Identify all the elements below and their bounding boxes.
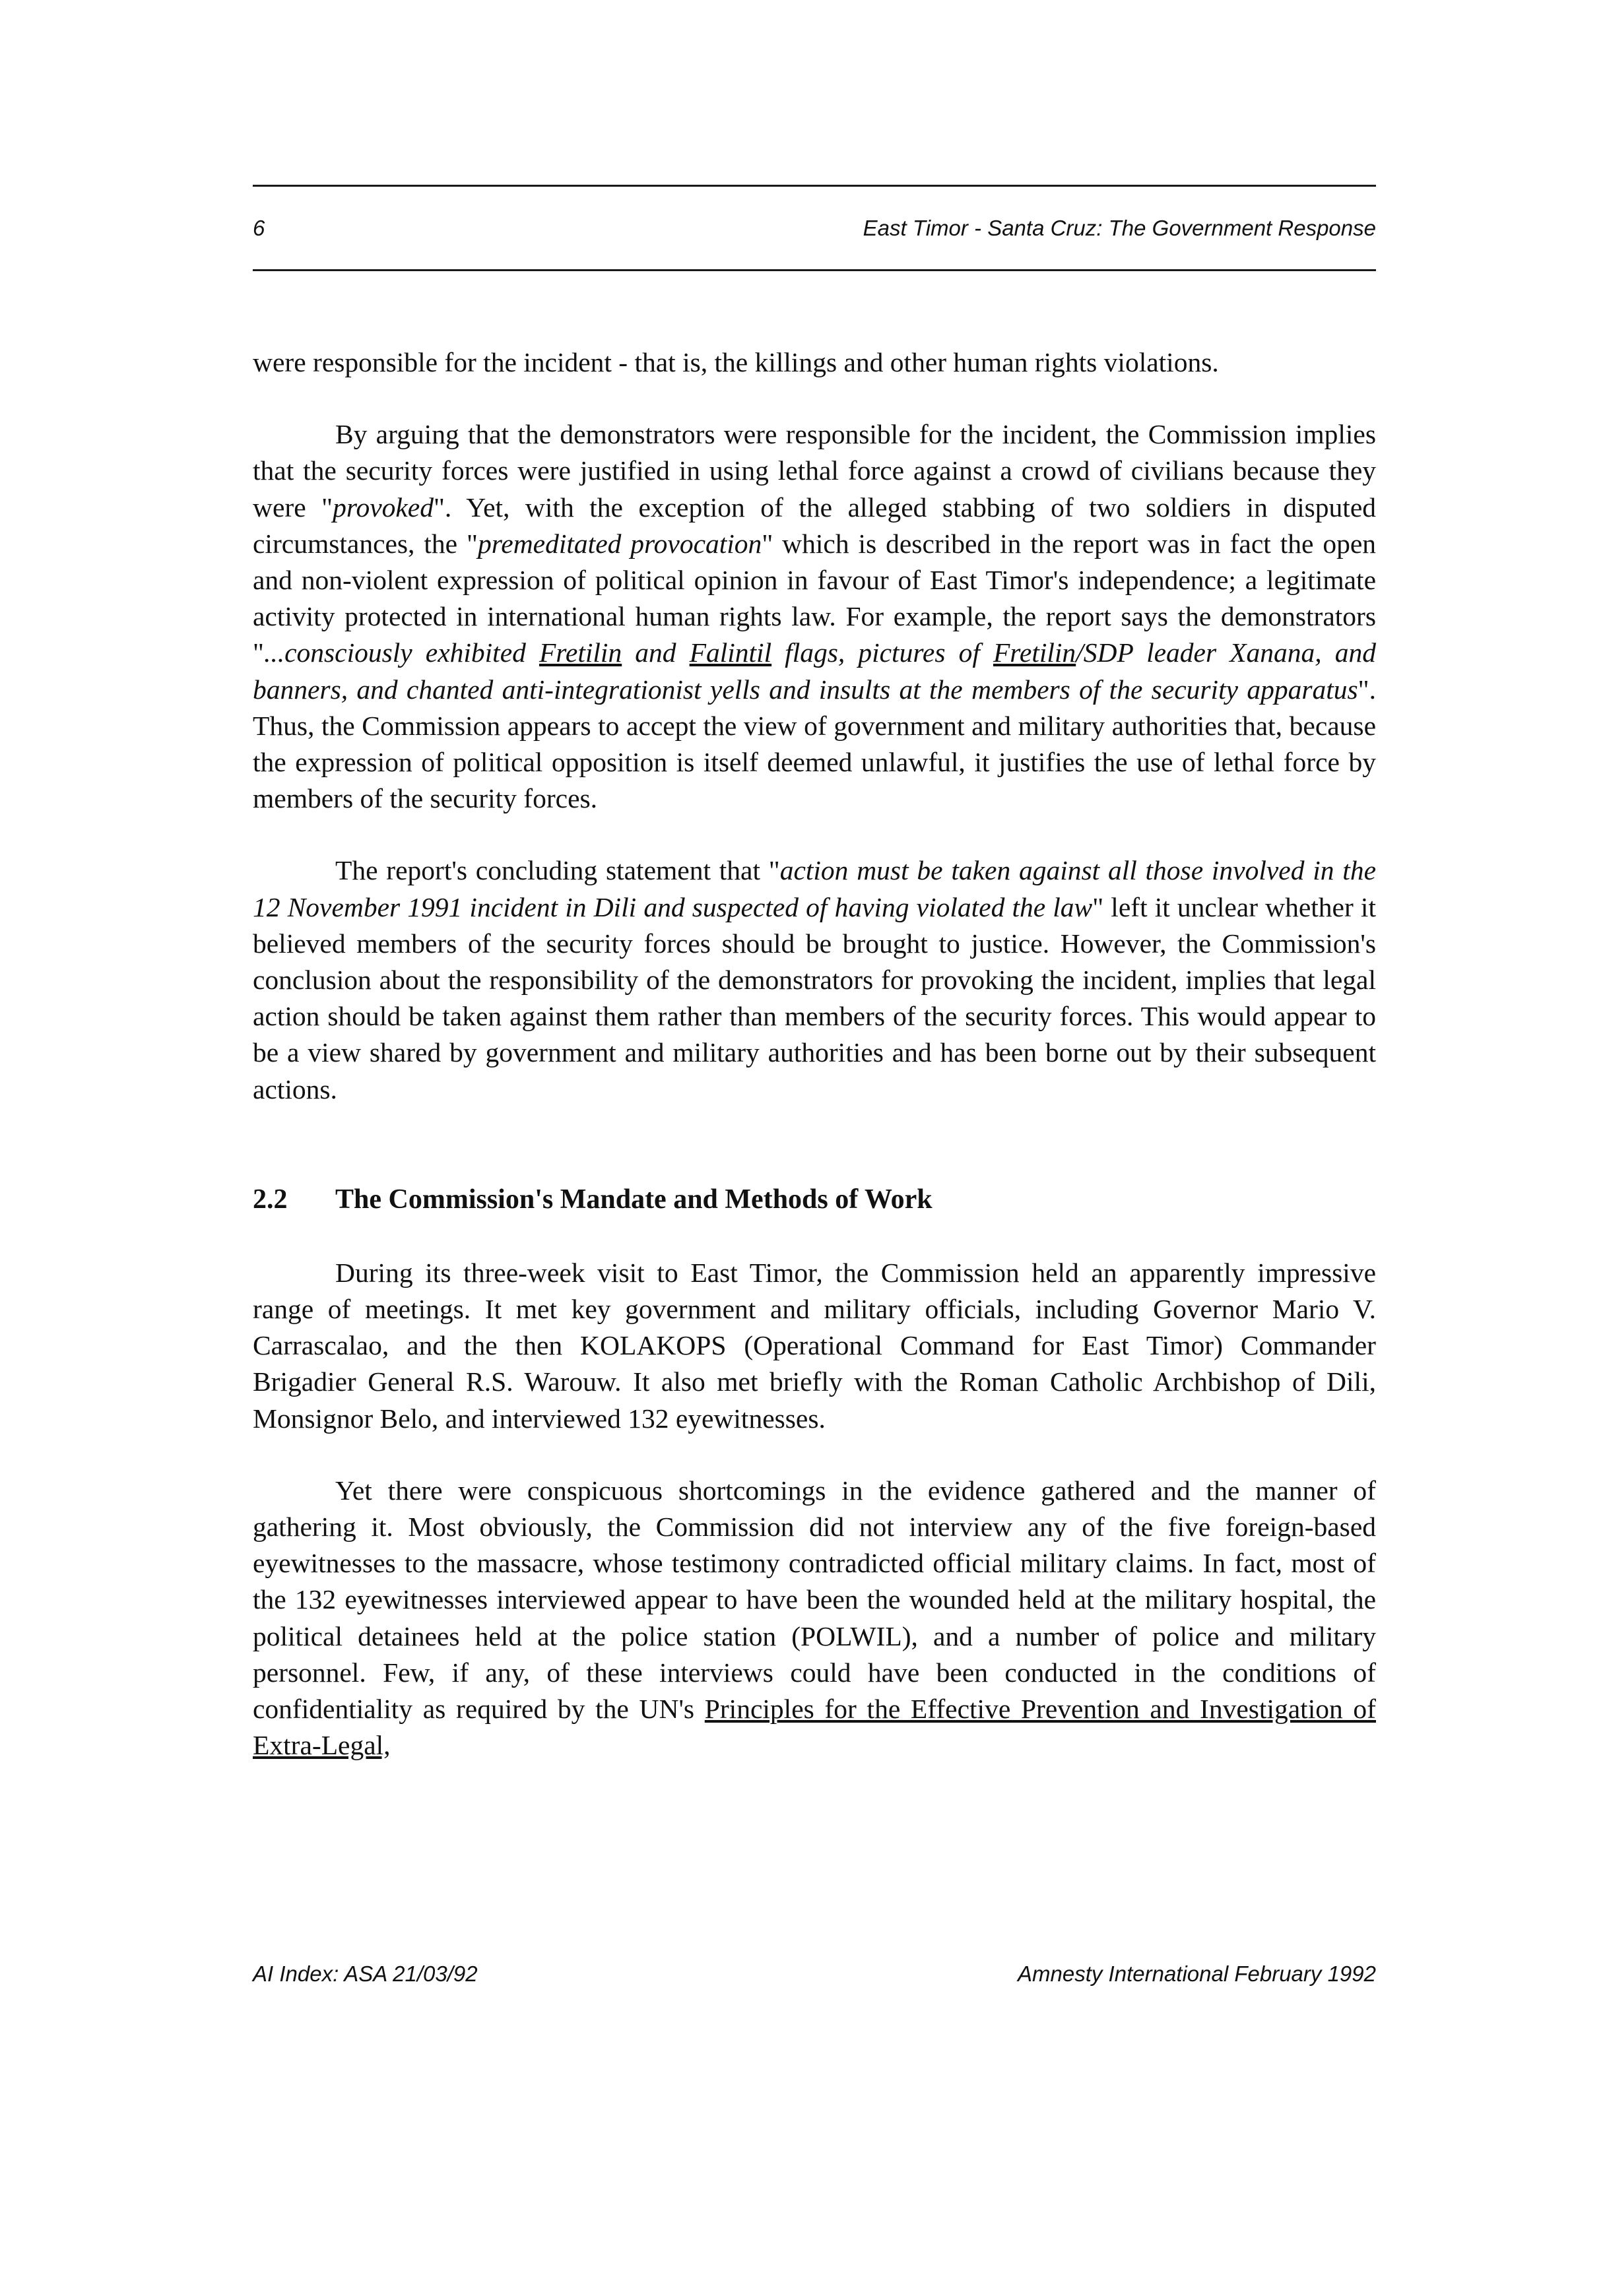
running-title: East Timor - Santa Cruz: The Government Response xyxy=(863,216,1376,240)
quote-premeditated-provocation: premeditated provocation xyxy=(477,528,762,559)
term-falintil: Falintil xyxy=(689,637,772,668)
un-principles-title: Principles for the Effective Prevention and Investigation of Extra-Legal, xyxy=(253,1694,1376,1761)
text-run: ". Yet, with the exception of the alleged stabbing of two soldiers in disputed circumstances, the " xyxy=(253,492,1376,559)
body-text xyxy=(253,344,1376,1764)
text-run: ". Thus, the Commission appears to accept the view of government and military authorities that, because the expression of political opposition is itself deemed unlawful, it justifies the use of lethal force by members of the security forces. xyxy=(253,674,1376,814)
document-page xyxy=(253,0,1376,2296)
paragraph-shortcomings xyxy=(253,1473,1376,1764)
section-heading xyxy=(253,1182,1376,1218)
section-number: 2.2 xyxy=(253,1184,288,1215)
term-fretilin: Fretilin xyxy=(539,637,622,668)
text-run: Yet there were conspicuous shortcomings in the evidence gathered and the manner of gathering it. Most obviously, the Commission did not interview any of the five foreign-based eyewitnesses to the massacre, whose testimony contradicted official military claims. In fact, most of the 132 eyewitnesses interviewed appear to have been the wounded held at the military hospital, the political detainees held at the police station (POLWIL), and a number of police and military personnel. Few, if any, of these interviews could have been conducted in the conditions of confidentiality as required by the UN's xyxy=(253,1475,1376,1725)
report-quote: action must be taken against all those involved in the 12 November 1991 incident in Dili and suspected of having violated the law xyxy=(253,855,1376,922)
text-run: " left it unclear whether it believed members of the security forces should be brought to justice. However, the Commission's conclusion about the responsibility of the demonstrators for provoking the incident, implies that legal action should be taken against them rather than members of the security forces. This would appear to be a view shared by government and military authorities and has been borne out by their subsequent actions. xyxy=(253,891,1376,1104)
text-run: By arguing that the demonstrators were responsible for the incident, the Commission implies that the security forces were justified in using lethal force against a crowd of civilians because they were " xyxy=(253,419,1376,523)
paragraph-continuation: were responsible for the incident - that is, the killings and other human rights violations. xyxy=(253,347,1219,377)
report-quote: ...consciously exhibited Fretilin and Falintil flags, pictures of Fretilin/SDP leader Xanana, and banners, and chanted anti-integrationist yells and insults at the members of the security apparatus xyxy=(253,637,1377,705)
paragraph-concluding-statement xyxy=(253,852,1376,1107)
running-header xyxy=(253,208,1376,248)
ai-index: AI Index: ASA 21/03/92 xyxy=(253,1961,478,1986)
text-run: " which is described in the report was in fact the open and non-violent expression of political opinion in favour of East Timor's independence; a legitimate activity protected in international human rights law. For example, the report says the demonstrators " xyxy=(253,528,1376,668)
publisher-date: Amnesty International February 1992 xyxy=(1018,1961,1376,1986)
paragraph-visit: During its three-week visit to East Timor, the Commission held an apparently impressive range of meetings. It met key government and military officials, including Governor Mario V. Carrascalao, and the then KOLAKOPS (Operational Command for East Timor) Commander Brigadier General R.S. Warouw. It also met briefly with the Roman Catholic Archbishop of Dili, Monsignor Belo, and interviewed 132 eyewitnesses. xyxy=(253,1257,1376,1434)
section-title: The Commission's Mandate and Methods of Work xyxy=(335,1184,933,1215)
running-footer xyxy=(253,1956,1376,1993)
term-fretilin: Fretilin xyxy=(993,637,1076,668)
page-number: 6 xyxy=(253,216,265,240)
header-bottom-rule xyxy=(253,269,1376,271)
paragraph-provocation xyxy=(253,416,1376,817)
header-top-rule xyxy=(253,185,1376,187)
quote-provoked: provoked xyxy=(333,492,434,523)
text-run: The report's concluding statement that " xyxy=(335,855,780,886)
